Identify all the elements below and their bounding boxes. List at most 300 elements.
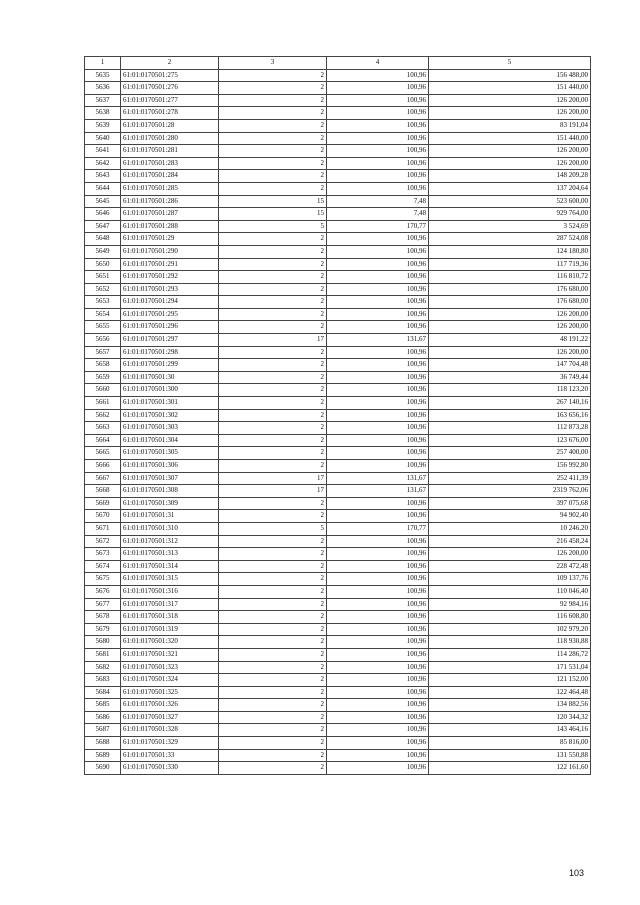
specific-value-cell: 100,96 [327,598,429,611]
cadastral-number-cell: 61:01:0170501:303 [121,422,219,435]
group-code-cell: 2 [219,258,327,271]
row-number-cell: 5655 [85,321,121,334]
group-code-cell: 2 [219,699,327,712]
table-row [85,94,591,107]
cadastral-number-cell: 61:01:0170501:325 [121,686,219,699]
cadastral-value-cell: 10 246,20 [429,522,591,535]
cadastral-value-cell: 287 524,08 [429,233,591,246]
cadastral-number-cell: 61:01:0170501:316 [121,585,219,598]
group-code-cell: 2 [219,346,327,359]
group-code-cell: 5 [219,522,327,535]
cadastral-number-cell: 61:01:0170501:326 [121,699,219,712]
table-row [85,334,591,347]
group-code-cell: 2 [219,157,327,170]
row-number-cell: 5638 [85,107,121,120]
group-code-cell: 2 [219,308,327,321]
row-number-cell: 5642 [85,157,121,170]
group-code-cell: 17 [219,334,327,347]
row-number-cell: 5643 [85,170,121,183]
specific-value-cell: 100,96 [327,737,429,750]
cadastral-number-cell: 61:01:0170501:285 [121,182,219,195]
specific-value-cell: 100,96 [327,585,429,598]
cadastral-number-cell: 61:01:0170501:308 [121,485,219,498]
row-number-cell: 5645 [85,195,121,208]
specific-value-cell: 100,96 [327,686,429,699]
cadastral-number-cell: 61:01:0170501:319 [121,623,219,636]
table-row [85,510,591,523]
group-code-cell: 2 [219,535,327,548]
table-row [85,208,591,221]
cadastral-number-cell: 61:01:0170501:328 [121,724,219,737]
cadastral-value-cell: 252 411,39 [429,472,591,485]
cadastral-number-cell: 61:01:0170501:327 [121,711,219,724]
row-number-cell: 5679 [85,623,121,636]
row-number-cell: 5689 [85,749,121,762]
specific-value-cell: 100,96 [327,497,429,510]
group-code-cell: 2 [219,711,327,724]
row-number-cell: 5669 [85,497,121,510]
group-code-cell: 2 [219,598,327,611]
specific-value-cell: 100,96 [327,749,429,762]
cadastral-value-cell: 122 464,48 [429,686,591,699]
row-number-cell: 5658 [85,359,121,372]
specific-value-cell: 100,96 [327,258,429,271]
cadastral-value-cell: 123 676,00 [429,434,591,447]
group-code-cell: 2 [219,271,327,284]
table-row [85,611,591,624]
group-code-cell: 2 [219,497,327,510]
cadastral-number-cell: 61:01:0170501:317 [121,598,219,611]
cadastral-number-cell: 61:01:0170501:294 [121,296,219,309]
table-row [85,447,591,460]
cadastral-number-cell: 61:01:0170501:302 [121,409,219,422]
cadastral-value-cell: 257 400,00 [429,447,591,460]
cadastral-number-cell: 61:01:0170501:31 [121,510,219,523]
row-number-cell: 5649 [85,245,121,258]
cadastral-value-cell: 151 440,00 [429,132,591,145]
cadastral-number-cell: 61:01:0170501:330 [121,762,219,775]
cadastral-number-cell: 61:01:0170501:299 [121,359,219,372]
cadastral-number-cell: 61:01:0170501:323 [121,661,219,674]
group-code-cell: 2 [219,510,327,523]
specific-value-cell: 100,96 [327,611,429,624]
group-code-cell: 2 [219,585,327,598]
row-number-cell: 5686 [85,711,121,724]
cadastral-value-table [84,56,591,775]
specific-value-cell: 100,96 [327,296,429,309]
cadastral-value-cell: 117 719,36 [429,258,591,271]
cadastral-value-cell: 126 200,00 [429,157,591,170]
row-number-cell: 5650 [85,258,121,271]
row-number-cell: 5687 [85,724,121,737]
specific-value-cell: 100,96 [327,69,429,82]
table-row [85,397,591,410]
table-row [85,170,591,183]
specific-value-cell: 100,96 [327,82,429,95]
row-number-cell: 5637 [85,94,121,107]
group-code-cell: 2 [219,283,327,296]
cadastral-number-cell: 61:01:0170501:296 [121,321,219,334]
cadastral-value-cell: 94 902,40 [429,510,591,523]
cadastral-value-cell: 116 608,80 [429,611,591,624]
cadastral-number-cell: 61:01:0170501:305 [121,447,219,460]
cadastral-value-cell: 118 123,20 [429,384,591,397]
table-row [85,107,591,120]
cadastral-value-cell: 176 680,00 [429,296,591,309]
row-number-cell: 5673 [85,548,121,561]
specific-value-cell: 100,96 [327,422,429,435]
cadastral-number-cell: 61:01:0170501:292 [121,271,219,284]
cadastral-value-cell: 124 180,80 [429,245,591,258]
specific-value-cell: 100,96 [327,308,429,321]
row-number-cell: 5657 [85,346,121,359]
cadastral-value-cell: 929 764,00 [429,208,591,221]
cadastral-value-cell: 121 152,00 [429,674,591,687]
group-code-cell: 2 [219,182,327,195]
group-code-cell: 2 [219,648,327,661]
cadastral-number-cell: 61:01:0170501:28 [121,119,219,132]
table-body [85,69,591,774]
table-row [85,585,591,598]
specific-value-cell: 100,96 [327,573,429,586]
row-number-cell: 5681 [85,648,121,661]
row-number-cell: 5648 [85,233,121,246]
group-code-cell: 2 [219,724,327,737]
cadastral-value-cell: 36 749,44 [429,371,591,384]
group-code-cell: 2 [219,245,327,258]
cadastral-value-cell: 126 200,00 [429,308,591,321]
cadastral-value-cell: 102 979,20 [429,623,591,636]
cadastral-number-cell: 61:01:0170501:315 [121,573,219,586]
cadastral-value-cell: 122 161,60 [429,762,591,775]
row-number-cell: 5671 [85,522,121,535]
page-number: 103 [568,868,584,878]
table-row [85,82,591,95]
row-number-cell: 5662 [85,409,121,422]
cadastral-number-cell: 61:01:0170501:321 [121,648,219,661]
cadastral-value-cell: 92 984,16 [429,598,591,611]
cadastral-value-cell: 126 200,00 [429,346,591,359]
specific-value-cell: 100,96 [327,119,429,132]
cadastral-number-cell: 61:01:0170501:306 [121,460,219,473]
specific-value-cell: 100,96 [327,762,429,775]
cadastral-number-cell: 61:01:0170501:313 [121,548,219,561]
group-code-cell: 2 [219,548,327,561]
specific-value-cell: 170,77 [327,220,429,233]
group-code-cell: 2 [219,762,327,775]
cadastral-number-cell: 61:01:0170501:307 [121,472,219,485]
cadastral-number-cell: 61:01:0170501:291 [121,258,219,271]
table-row [85,195,591,208]
row-number-cell: 5674 [85,560,121,573]
table-row [85,560,591,573]
row-number-cell: 5688 [85,737,121,750]
group-code-cell: 2 [219,132,327,145]
specific-value-cell: 100,96 [327,623,429,636]
cadastral-value-cell: 109 137,76 [429,573,591,586]
row-number-cell: 5678 [85,611,121,624]
row-number-cell: 5684 [85,686,121,699]
group-code-cell: 15 [219,208,327,221]
cadastral-value-cell: 216 458,24 [429,535,591,548]
table-row [85,245,591,258]
cadastral-number-cell: 61:01:0170501:312 [121,535,219,548]
table-row [85,422,591,435]
row-number-cell: 5666 [85,460,121,473]
row-number-cell: 5656 [85,334,121,347]
row-number-cell: 5660 [85,384,121,397]
row-number-cell: 5654 [85,308,121,321]
group-code-cell: 2 [219,460,327,473]
table-row [85,434,591,447]
table-row [85,737,591,750]
row-number-cell: 5641 [85,145,121,158]
group-code-cell: 17 [219,472,327,485]
cadastral-value-cell: 126 200,00 [429,548,591,561]
group-code-cell: 2 [219,434,327,447]
cadastral-number-cell: 61:01:0170501:318 [121,611,219,624]
row-number-cell: 5663 [85,422,121,435]
cadastral-value-cell: 156 992,80 [429,460,591,473]
specific-value-cell: 100,96 [327,447,429,460]
table-row [85,762,591,775]
specific-value-cell: 100,96 [327,346,429,359]
cadastral-number-cell: 61:01:0170501:276 [121,82,219,95]
table-row [85,182,591,195]
row-number-cell: 5683 [85,674,121,687]
row-number-cell: 5680 [85,636,121,649]
row-number-cell: 5685 [85,699,121,712]
cadastral-value-cell: 116 810,72 [429,271,591,284]
cadastral-number-cell: 61:01:0170501:298 [121,346,219,359]
group-code-cell: 2 [219,321,327,334]
cadastral-number-cell: 61:01:0170501:278 [121,107,219,120]
cadastral-value-cell: 523 600,00 [429,195,591,208]
row-number-cell: 5670 [85,510,121,523]
row-number-cell: 5676 [85,585,121,598]
table-row [85,258,591,271]
table-row [85,661,591,674]
row-number-cell: 5639 [85,119,121,132]
group-code-cell: 2 [219,107,327,120]
row-number-cell: 5647 [85,220,121,233]
specific-value-cell: 100,96 [327,132,429,145]
table-row [85,346,591,359]
table-row [85,674,591,687]
cadastral-value-cell: 267 140,16 [429,397,591,410]
cadastral-number-cell: 61:01:0170501:304 [121,434,219,447]
specific-value-cell: 7,48 [327,195,429,208]
cadastral-number-cell: 61:01:0170501:283 [121,157,219,170]
row-number-cell: 5677 [85,598,121,611]
table-row [85,460,591,473]
cadastral-number-cell: 61:01:0170501:287 [121,208,219,221]
cadastral-value-cell: 228 472,48 [429,560,591,573]
row-number-cell: 5644 [85,182,121,195]
group-code-cell: 2 [219,573,327,586]
group-code-cell: 2 [219,409,327,422]
column-header: 3 [219,57,327,70]
row-number-cell: 5640 [85,132,121,145]
group-code-cell: 2 [219,233,327,246]
cadastral-value-cell: 126 200,00 [429,145,591,158]
cadastral-value-cell: 3 524,69 [429,220,591,233]
specific-value-cell: 100,96 [327,460,429,473]
table-row [85,535,591,548]
table-row [85,233,591,246]
cadastral-number-cell: 61:01:0170501:324 [121,674,219,687]
table-row [85,711,591,724]
cadastral-value-cell: 137 204,64 [429,182,591,195]
specific-value-cell: 100,96 [327,245,429,258]
cadastral-value-cell: 112 873,28 [429,422,591,435]
cadastral-number-cell: 61:01:0170501:275 [121,69,219,82]
cadastral-number-cell: 61:01:0170501:284 [121,170,219,183]
group-code-cell: 2 [219,749,327,762]
cadastral-value-cell: 110 046,40 [429,585,591,598]
group-code-cell: 2 [219,674,327,687]
group-code-cell: 2 [219,447,327,460]
cadastral-value-cell: 48 191,22 [429,334,591,347]
cadastral-number-cell: 61:01:0170501:280 [121,132,219,145]
column-header: 1 [85,57,121,70]
specific-value-cell: 100,96 [327,661,429,674]
row-number-cell: 5672 [85,535,121,548]
specific-value-cell: 100,96 [327,233,429,246]
table-row [85,598,591,611]
specific-value-cell: 100,96 [327,674,429,687]
specific-value-cell: 100,96 [327,182,429,195]
group-code-cell: 2 [219,686,327,699]
specific-value-cell: 100,96 [327,384,429,397]
group-code-cell: 2 [219,422,327,435]
cadastral-number-cell: 61:01:0170501:329 [121,737,219,750]
cadastral-value-cell: 126 200,00 [429,107,591,120]
cadastral-value-cell: 114 286,72 [429,648,591,661]
cadastral-value-cell: 83 191,04 [429,119,591,132]
specific-value-cell: 100,96 [327,283,429,296]
table-header-row [85,57,591,70]
table-row [85,648,591,661]
cadastral-value-cell: 85 816,00 [429,737,591,750]
specific-value-cell: 100,96 [327,271,429,284]
column-header: 2 [121,57,219,70]
cadastral-number-cell: 61:01:0170501:33 [121,749,219,762]
table-row [85,749,591,762]
cadastral-number-cell: 61:01:0170501:288 [121,220,219,233]
specific-value-cell: 100,96 [327,548,429,561]
group-code-cell: 2 [219,170,327,183]
cadastral-value-cell: 2319 762,06 [429,485,591,498]
cadastral-number-cell: 61:01:0170501:286 [121,195,219,208]
row-number-cell: 5667 [85,472,121,485]
specific-value-cell: 100,96 [327,170,429,183]
row-number-cell: 5653 [85,296,121,309]
group-code-cell: 2 [219,397,327,410]
specific-value-cell: 131,67 [327,485,429,498]
cadastral-value-cell: 151 440,00 [429,82,591,95]
cadastral-number-cell: 61:01:0170501:314 [121,560,219,573]
cadastral-value-cell: 176 680,00 [429,283,591,296]
specific-value-cell: 100,96 [327,510,429,523]
cadastral-number-cell: 61:01:0170501:301 [121,397,219,410]
specific-value-cell: 131,67 [327,334,429,347]
row-number-cell: 5659 [85,371,121,384]
group-code-cell: 2 [219,145,327,158]
cadastral-number-cell: 61:01:0170501:30 [121,371,219,384]
table-row [85,145,591,158]
table-row [85,283,591,296]
specific-value-cell: 100,96 [327,359,429,372]
table-row [85,321,591,334]
table-row [85,359,591,372]
cadastral-number-cell: 61:01:0170501:281 [121,145,219,158]
table-row [85,623,591,636]
row-number-cell: 5664 [85,434,121,447]
specific-value-cell: 100,96 [327,699,429,712]
cadastral-value-cell: 143 464,16 [429,724,591,737]
specific-value-cell: 100,96 [327,107,429,120]
table-row [85,636,591,649]
specific-value-cell: 100,96 [327,94,429,107]
specific-value-cell: 170,77 [327,522,429,535]
column-header: 4 [327,57,429,70]
table-row [85,308,591,321]
table-row [85,472,591,485]
cadastral-value-cell: 118 930,88 [429,636,591,649]
cadastral-number-cell: 61:01:0170501:293 [121,283,219,296]
cadastral-number-cell: 61:01:0170501:297 [121,334,219,347]
table-row [85,409,591,422]
table-row [85,220,591,233]
group-code-cell: 2 [219,371,327,384]
specific-value-cell: 100,96 [327,409,429,422]
cadastral-number-cell: 61:01:0170501:320 [121,636,219,649]
table-row [85,686,591,699]
group-code-cell: 2 [219,384,327,397]
row-number-cell: 5665 [85,447,121,460]
specific-value-cell: 100,96 [327,397,429,410]
group-code-cell: 2 [219,82,327,95]
cadastral-number-cell: 61:01:0170501:29 [121,233,219,246]
group-code-cell: 2 [219,94,327,107]
row-number-cell: 5651 [85,271,121,284]
cadastral-value-cell: 131 550,88 [429,749,591,762]
specific-value-cell: 100,96 [327,724,429,737]
group-code-cell: 2 [219,611,327,624]
specific-value-cell: 100,96 [327,711,429,724]
cadastral-value-cell: 171 531,04 [429,661,591,674]
cadastral-value-cell: 397 075,68 [429,497,591,510]
group-code-cell: 2 [219,623,327,636]
group-code-cell: 5 [219,220,327,233]
cadastral-value-cell: 126 200,00 [429,321,591,334]
specific-value-cell: 100,96 [327,560,429,573]
table-row [85,132,591,145]
group-code-cell: 17 [219,485,327,498]
table-row [85,69,591,82]
cadastral-value-cell: 156 488,00 [429,69,591,82]
row-number-cell: 5636 [85,82,121,95]
group-code-cell: 2 [219,119,327,132]
table-row [85,157,591,170]
table-row [85,485,591,498]
table-row [85,548,591,561]
row-number-cell: 5652 [85,283,121,296]
cadastral-number-cell: 61:01:0170501:309 [121,497,219,510]
cadastral-value-cell: 120 344,32 [429,711,591,724]
cadastral-number-cell: 61:01:0170501:295 [121,308,219,321]
